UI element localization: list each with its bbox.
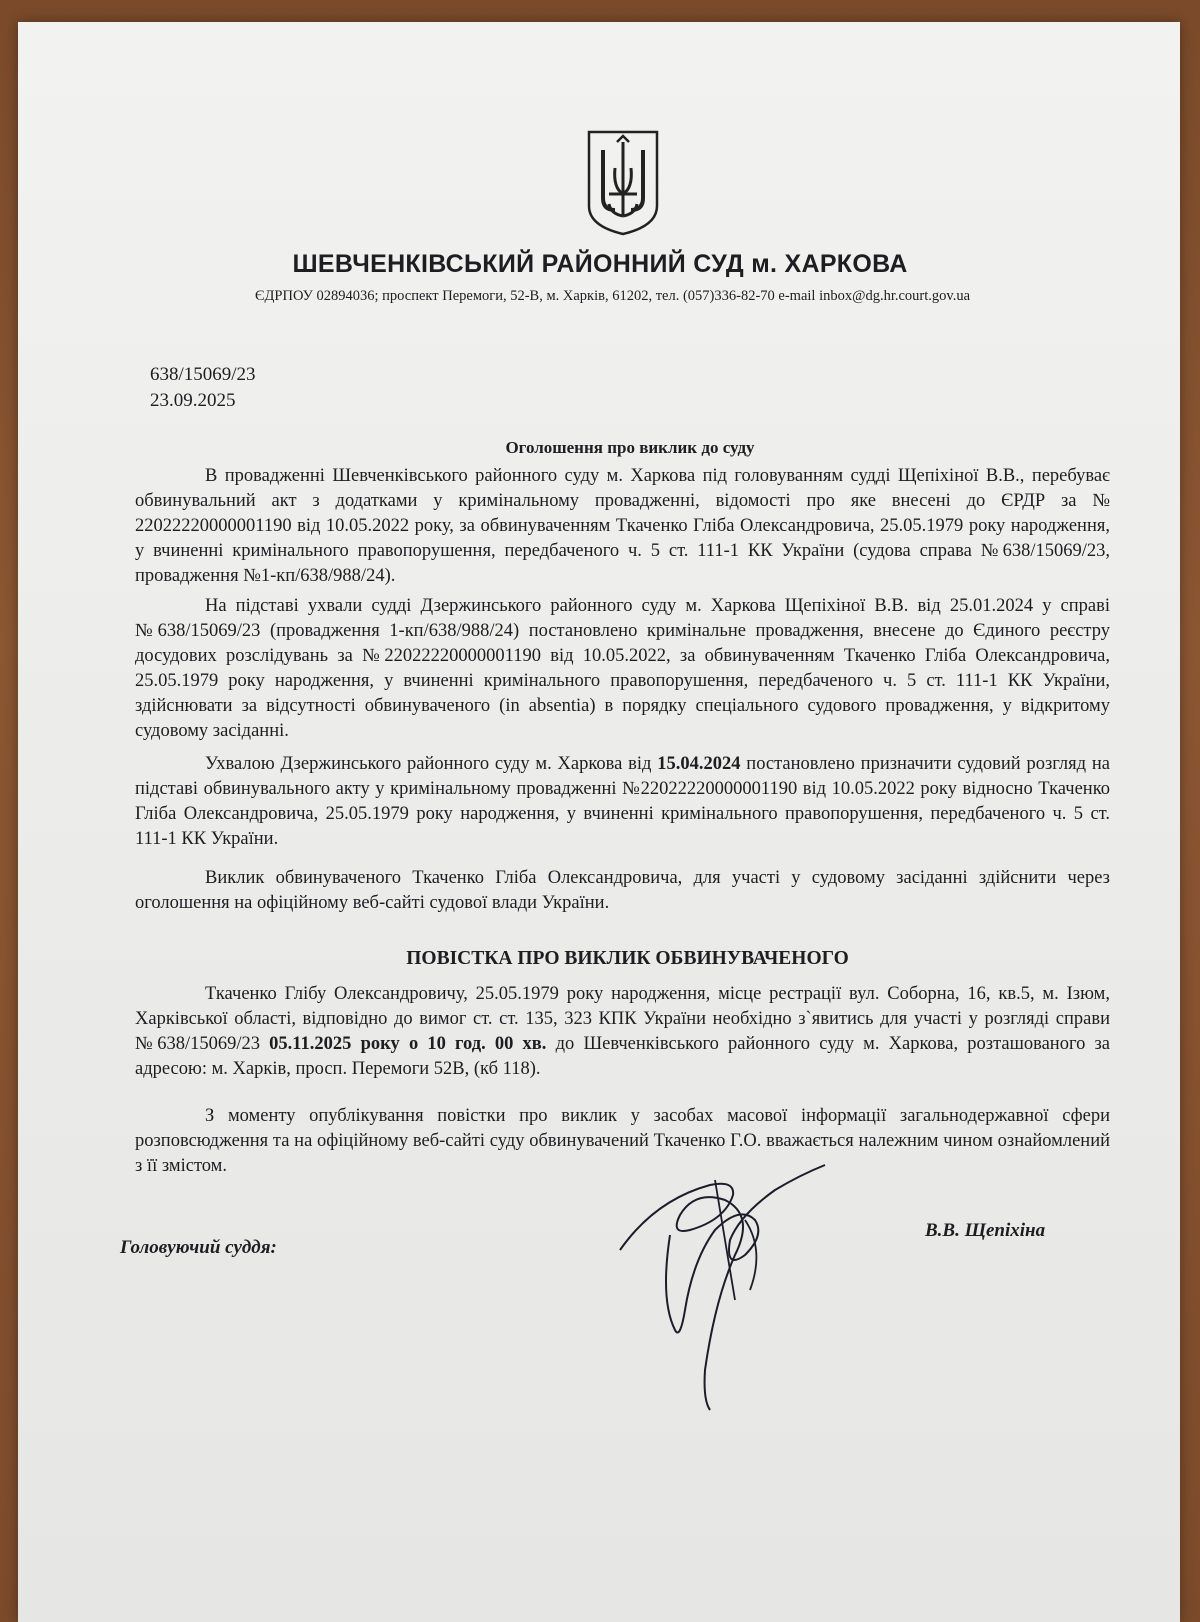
paragraph-notice-effect: З моменту опублікування повістки про виклик у засобах масової інформації загальнодержавної сфери розповсюдження та на офіційному веб-сайті суду обвинувачений Ткаченко Г.О. вважається належним чином ознайомлений з її змістом. (135, 1106, 1110, 1176)
document-title: Оголошення про виклик до суду (505, 438, 755, 457)
case-number: 638/15069/23 (150, 364, 256, 385)
court-address-line: ЄДРПОУ 02894036; проспект Перемоги, 52-В, м. Харків, 61202, тел. (057)336-82-70 e-mail inbox@dg.hr.court.gov.ua (254, 288, 971, 304)
paragraph-text: Ткаченко Глібу Олександровичу, 25.05.1979 року народження, місце рестрації вул. Соборна, 16, кв.5, м. Ізюм, Харківської області, відповідно до вимог ст. ст. 135, 323 КПК України необхідно з`явитись для участі у розгляді справи №638/15069/23 (135, 984, 1110, 1054)
court-name: ШЕВЧЕНКІВСЬКИЙ РАЙОННИЙ СУД м. ХАРКОВА (292, 250, 908, 278)
hearing-datetime: 05.11.2025 року о 10 год. 00 хв. (269, 1034, 547, 1054)
paragraph-trial-scheduled (135, 752, 1110, 852)
paragraph-text: до Шевченківського районного суду м. Харкова, розташованого за адресою: м. Харків, просп. Перемоги 52В, (кб 118). (135, 1034, 1111, 1079)
coat-of-arms-icon (585, 128, 661, 238)
document-date: 23.09.2025 (150, 390, 236, 411)
judge-name: В.В. Щепіхіна (925, 1220, 1046, 1241)
paragraph-text: Ухвалою Дзержинського районного суду м. Харкова від (205, 754, 658, 774)
paragraph-summons-method: Виклик обвинуваченого Ткаченко Гліба Олександровича, для участі у судовому засіданні здійснити через оголошення на офіційному веб-сайті судової влади України. (135, 868, 1110, 913)
paragraph-summons-details (135, 982, 1110, 1082)
signature-label: Головуючий суддя: (120, 1237, 277, 1258)
ruling-date: 15.04.2024 (657, 754, 741, 774)
handwritten-signature (615, 1160, 835, 1420)
paragraph-text: постановлено призначити судовий розгляд на підставі обвинувального акту у кримінальному провадженні №22022220000001190 від 10.05.2022 року відносно Ткаченко Гліба Олександровича, 25.05.1979 року народження, у вчиненні кримінального правопорушення, передбаченого ч. 5 ст. 111-1 КК України. (135, 754, 1110, 849)
summons-title: ПОВІСТКА ПРО ВИКЛИК ОБВИНУВАЧЕНОГО (406, 948, 849, 969)
paragraph-case-info: В провадженні Шевченківського районного суду м. Харкова під головуванням судді Щепіхіної В.В., перебуває обвинувальний акт з додатками у кримінальному провадженні, відомості про яке внесені до ЄРДР за № 22022220000001190 від 10.05.2022 року, за обвинуваченням Ткаченко Гліба Олександровича, 25.05.1979 року народження, у вчиненні кримінального правопорушення, передбаченого ч. 5 ст. 111-1 КК України (судова справа №638/15069/23, провадження №1-кп/638/988/24). (135, 466, 1110, 586)
paragraph-in-absentia: На підставі ухвали судді Дзержинського районного суду м. Харкова Щепіхіної В.В. від 25.01.2024 у справі №638/15069/23 (провадження 1-кп/638/988/24) постановлено кримінальне провадження, внесене до Єдиного реєстру досудових розслідувань за №22022220000001190 від 10.05.2022, за обвинуваченням Ткаченко Гліба Олександровича, 25.05.1979 року народження, у вчиненні кримінального правопорушення, передбаченого ч. 5 ст. 111-1 КК України, здійснювати за відсутності обвинуваченого (in absentia) в порядку спеціального судового провадження, у відкритому судовому засіданні. (135, 596, 1110, 741)
